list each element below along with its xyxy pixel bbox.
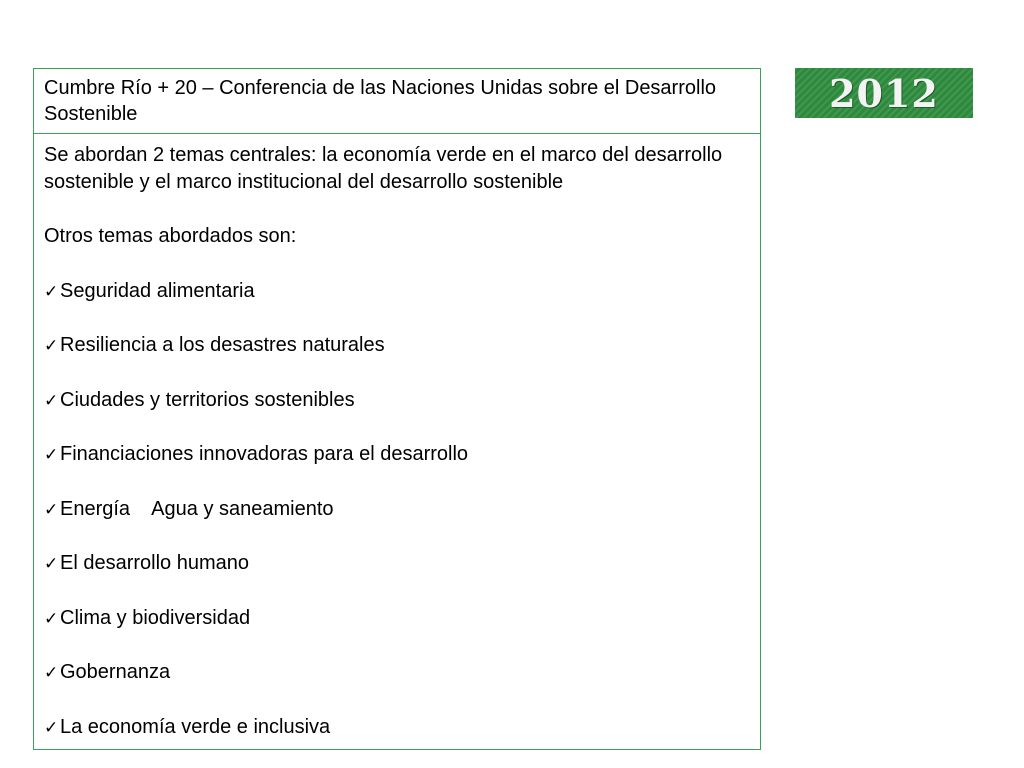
check-icon: ✓ (44, 336, 59, 356)
check-icon: ✓ (44, 281, 59, 302)
topic-label: Ciudades y territorios sostenibles (60, 388, 355, 411)
topic-label: La economía verde e inclusiva (60, 715, 331, 738)
intro-paragraph: Se abordan 2 temas centrales: la economía verde en el marco del desarrollo sostenible y el marco institucional del desarrollo sostenible (44, 144, 723, 193)
list-item (44, 387, 752, 414)
topic-list (44, 278, 752, 741)
topic-label: Clima y biodiversidad (60, 606, 251, 629)
topic-label: Energía Agua y saneamiento (60, 497, 334, 520)
year-badge (795, 68, 973, 118)
check-icon: ✓ (44, 554, 59, 574)
check-icon: ✓ (44, 390, 59, 411)
check-icon: ✓ (44, 499, 59, 520)
topic-label: El desarrollo humano (60, 552, 249, 574)
topic-label: Gobernanza (60, 661, 171, 683)
content-table (33, 68, 761, 750)
check-icon: ✓ (44, 717, 59, 738)
topic-label: Seguridad alimentaria (60, 279, 255, 302)
list-item (44, 550, 752, 577)
list-item (44, 278, 752, 305)
check-icon: ✓ (44, 445, 59, 465)
slide-body (34, 134, 760, 741)
check-icon: ✓ (44, 608, 59, 629)
list-item (44, 441, 752, 468)
year-label: 2012 (829, 70, 939, 116)
topic-label: Resiliencia a los desastres naturales (60, 334, 385, 356)
topic-label: Financiaciones innovadoras para el desarrollo (60, 443, 469, 465)
list-item (44, 605, 752, 632)
list-item (44, 714, 752, 741)
topics-subheading: Otros temas abordados son: (44, 225, 297, 247)
list-item (44, 496, 752, 523)
list-item (44, 332, 752, 359)
list-item (44, 659, 752, 686)
slide-title: Cumbre Río + 20 – Conferencia de las Naciones Unidas sobre el Desarrollo Sostenible (34, 69, 760, 134)
check-icon: ✓ (44, 663, 59, 683)
